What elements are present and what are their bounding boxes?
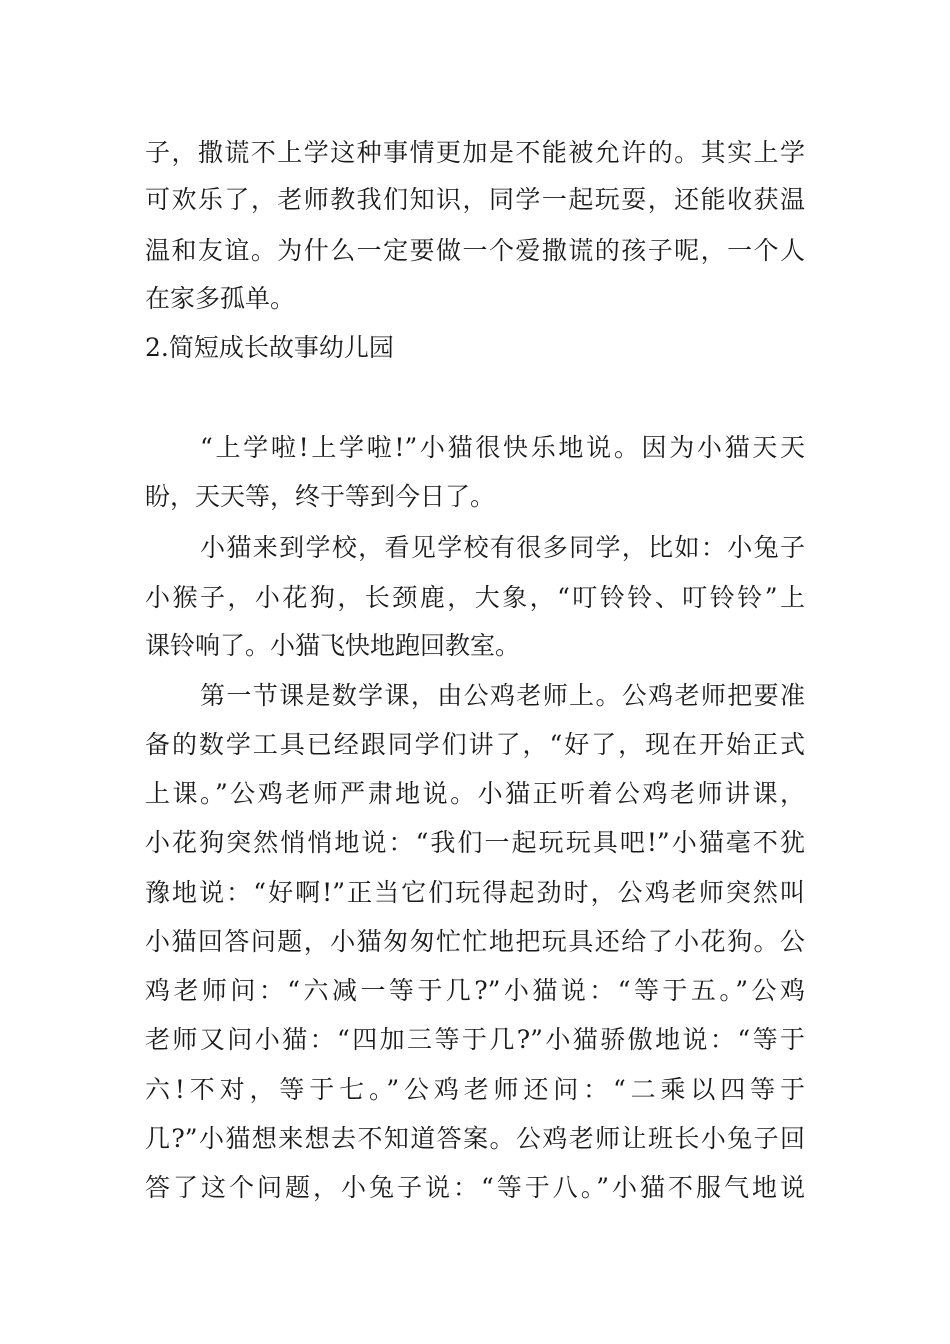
text-line: 子，撒谎不上学这种事情更加是不能被允许的。其实上学 [145,138,805,167]
text-line: 课铃响了。小猫飞快地跑回教室。 [145,631,521,660]
text-line: “上学啦!上学啦!”小猫很快乐地说。因为小猫天天 [200,433,805,462]
text-line: 备的数学工具已经跟同学们讲了，“好了，现在开始正式 [145,730,805,759]
text-line: 小猴子，小花狗，长颈鹿，大象，“叮铃铃、叮铃铃”上 [145,583,805,612]
text-line: 小花狗突然悄悄地说：“我们一起玩玩具吧!”小猫毫不犹 [145,828,805,857]
text-line: 小猫来到学校，看见学校有很多同学，比如：小兔子 [200,533,805,562]
text-line: 第一节课是数学课，由公鸡老师上。公鸡老师把要准 [200,681,805,710]
text-line: 小猫回答问题，小猫匆匆忙忙地把玩具还给了小花狗。公 [145,927,805,956]
text-line: 六!不对，等于七。”公鸡老师还问：“二乘以四等于 [145,1075,805,1104]
text-line: 温和友谊。为什么一定要做一个爱撒谎的孩子呢，一个人 [145,236,805,265]
text-line: 可欢乐了，老师教我们知识，同学一起玩耍，还能收获温 [145,185,805,214]
text-line: 鸡老师问：“六减一等于几?”小猫说：“等于五。”公鸡 [145,976,805,1005]
text-line: 答了这个问题，小兔子说：“等于八。”小猫不服气地说 [145,1173,805,1202]
text-line: 豫地说：“好啊!”正当它们玩得起劲时，公鸡老师突然叫 [145,878,805,907]
text-line: 在家多孤单。 [145,284,296,313]
text-line: 盼，天天等，终于等到今日了。 [145,482,496,511]
text-line: 老师又问小猫：“四加三等于几?”小猫骄傲地说：“等于 [145,1025,805,1054]
text-line: 几?”小猫想来想去不知道答案。公鸡老师让班长小兔子回 [145,1124,805,1153]
section-heading: 2.简短成长故事幼儿园 [145,333,394,362]
text-line: 上课。”公鸡老师严肃地说。小猫正听着公鸡老师讲课， [145,779,805,808]
